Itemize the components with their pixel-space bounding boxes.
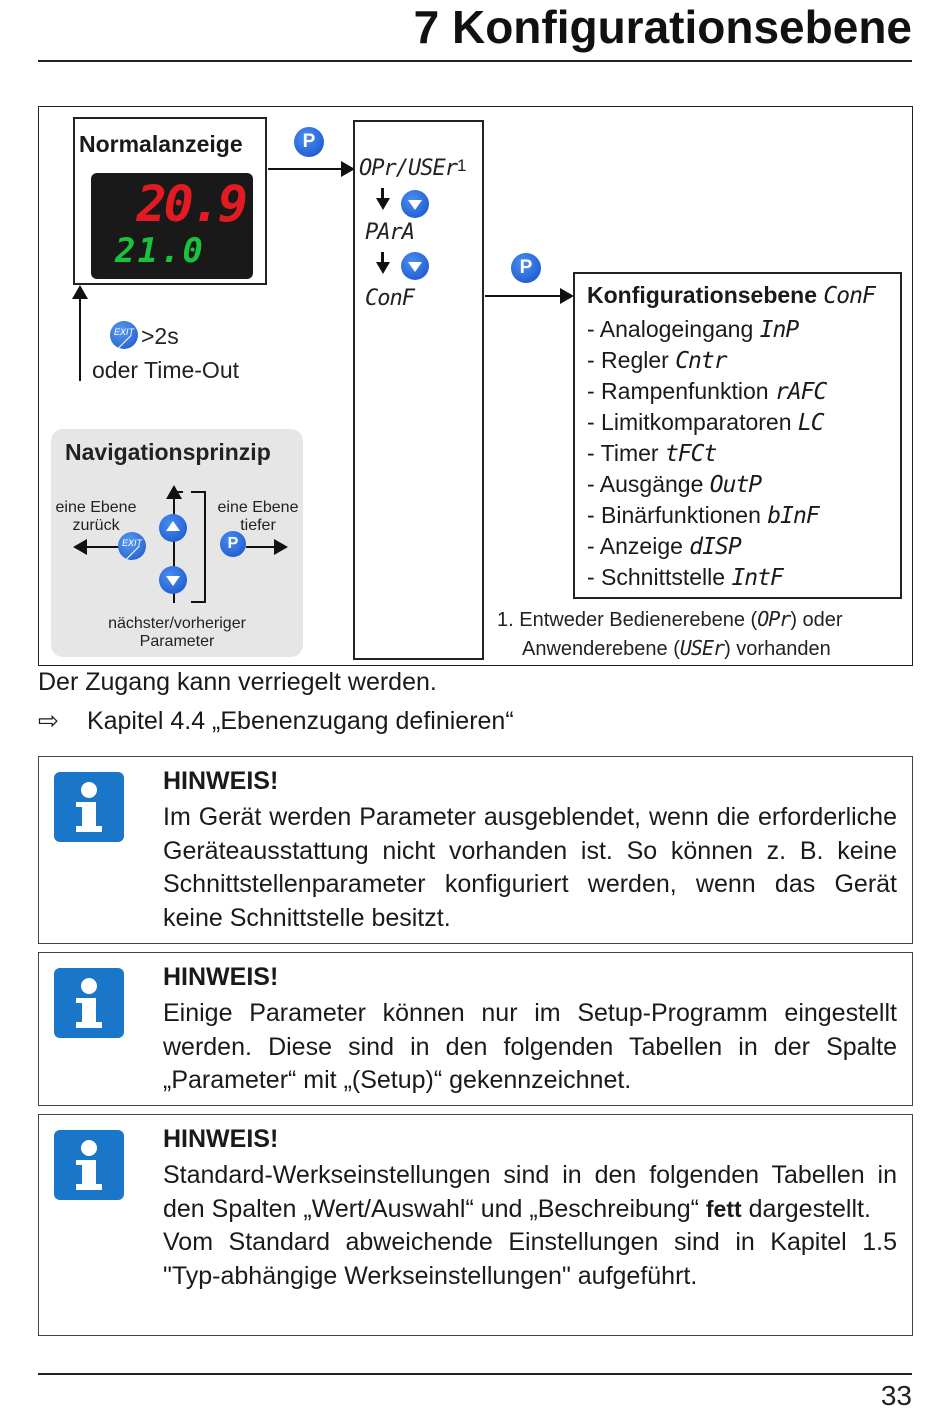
- arrow-left-head-icon: [73, 539, 87, 555]
- device-display: [91, 173, 253, 279]
- down-black-arrow-icon: [376, 198, 390, 210]
- display-process-value: 20.9: [136, 175, 245, 233]
- p-button-icon: P: [294, 127, 324, 157]
- info-icon: [54, 968, 124, 1038]
- nav-next-prev-label: nächster/vorheriger Parameter: [108, 615, 246, 650]
- display-setpoint-value: 21.0: [115, 231, 205, 271]
- nav-back-label: eine Ebene zurück: [55, 499, 137, 534]
- arrow-to-menu: [268, 168, 343, 170]
- page-number: 33: [880, 1380, 912, 1411]
- list-item: - Regler Cntr: [587, 347, 727, 374]
- list-item: - Analogeingang InP: [587, 316, 799, 343]
- notice-box: [38, 952, 913, 1106]
- notice-box: [38, 756, 913, 944]
- list-item: - Ausgänge OutP: [587, 471, 762, 498]
- p-button-icon: P: [511, 253, 541, 283]
- navigation-diagram: [38, 106, 913, 666]
- menu-item-operator-user: OPr/USEr$^1$: [359, 156, 466, 181]
- timeout-label: oder Time-Out: [92, 357, 239, 383]
- list-item: - Limitkomparatoren LC: [587, 409, 824, 436]
- header-rule: [38, 60, 912, 62]
- up-arrow-head-icon: [166, 485, 182, 499]
- bracket-top-right: [191, 491, 206, 493]
- arrow-head-icon: [560, 288, 574, 304]
- normal-display-box: [73, 117, 267, 285]
- p-button-icon: P: [220, 531, 246, 557]
- notice-text: Einige Parameter können nur im Setup-Programm eingestellt werden. Diese sind in den folgenden Tabellen in der Spalte „Parameter“ mit „(Setup)“ gekennzeichnet.: [163, 999, 897, 1094]
- reference-link[interactable]: Kapitel 4.4 „Ebenenzugang definieren“: [86, 707, 514, 735]
- arrow-up-head-icon: [72, 285, 88, 299]
- navigation-principle-box: [51, 429, 303, 657]
- notice-heading: HINWEIS!: [163, 963, 279, 991]
- menu-item-configuration: ConF: [365, 286, 414, 311]
- down-button-icon: [401, 252, 429, 280]
- arrow-to-config: [485, 295, 563, 297]
- list-item: - Timer tFCt: [587, 440, 717, 467]
- vertical-bracket: [204, 491, 206, 603]
- list-item: - Rampenfunktion rAFC: [587, 378, 827, 405]
- notice-box: [38, 1114, 913, 1336]
- down-black-arrow-icon: [381, 188, 384, 198]
- normal-display-title: Normalanzeige: [79, 131, 243, 157]
- chapter-reference: [38, 706, 514, 736]
- bracket-bottom: [191, 601, 206, 603]
- navigation-principle-title: Navigationsprinzip: [65, 439, 271, 465]
- notice-heading: HINWEIS!: [163, 1125, 279, 1153]
- lock-text: Der Zugang kann verriegelt werden.: [38, 668, 437, 696]
- page-title: 7 Konfigurationsebene: [413, 1, 912, 53]
- arrow-right-head-icon: [274, 539, 288, 555]
- up-button-icon: [159, 514, 187, 542]
- reference-arrow-icon: ⇨: [38, 707, 59, 735]
- arrow-right-line: [246, 546, 276, 548]
- list-item: - Binärfunktionen bInF: [587, 502, 819, 529]
- configuration-list: [587, 314, 826, 593]
- exit-button-icon: EXIT: [118, 532, 146, 560]
- footnote-ref: 1: [456, 156, 466, 175]
- notice-text: Standard-Werkseinstellungen sind in den folgenden Tabellen in den Spalten „Wert/Auswahl“ und „Beschreibung“ fett dargestellt. Vom Standard abweichende Einstellungen sind in Kapitel 1.5 "Typ-abhängige Werkseinstellungen" aufgeführt.: [163, 1161, 897, 1290]
- footnote: 1. Entweder Bedienerebene (OPr) oder Anwenderebene (USEr) vorhanden: [497, 607, 843, 660]
- exit-button-icon: EXIT: [110, 321, 138, 349]
- notice-heading: HINWEIS!: [163, 767, 279, 795]
- down-button-icon: [159, 566, 187, 594]
- notice-text: Im Gerät werden Parameter ausgeblendet, wenn die erforderliche Geräteausstattung nicht vorhanden ist. So können z. B. keine Schnittstellenparameter konfiguriert werden, wenn das Gerät keine Schnittstelle besitzt.: [163, 803, 897, 932]
- arrow-up-line: [79, 297, 81, 381]
- list-item: - Anzeige dISP: [587, 533, 741, 560]
- level-menu-column: [353, 120, 484, 660]
- info-icon: [54, 1130, 124, 1200]
- nav-deeper-label: eine Ebene tiefer: [217, 499, 299, 534]
- list-item: - Schnittstelle IntF: [587, 564, 783, 591]
- down-button-icon: [401, 190, 429, 218]
- footer-rule: [38, 1373, 912, 1375]
- down-black-arrow-icon: [381, 252, 384, 262]
- hold-duration: >2s: [141, 323, 179, 349]
- menu-item-parameter: PArA: [365, 220, 414, 245]
- configuration-level-box: [573, 272, 902, 599]
- down-black-arrow-icon: [376, 262, 390, 274]
- info-icon: [54, 772, 124, 842]
- configuration-level-title: Konfigurationsebene ConF: [587, 282, 875, 309]
